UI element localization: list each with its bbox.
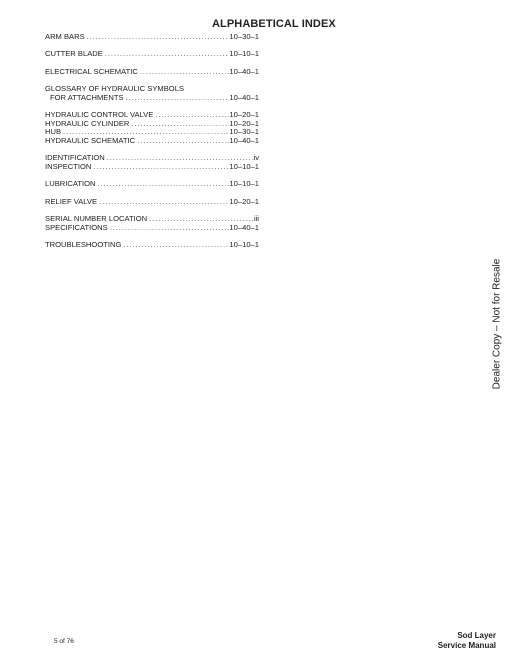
index-entry-label: LUBRICATION: [45, 179, 96, 189]
dot-leader: [124, 94, 230, 103]
index-entry: [45, 94, 259, 103]
page-title: ALPHABETICAL INDEX: [212, 18, 336, 30]
index-entry: [45, 180, 259, 189]
dot-leader: [153, 111, 229, 120]
dot-leader: [85, 33, 230, 42]
index-entry-page: 10–40–1: [229, 135, 259, 145]
dot-leader: [91, 163, 229, 172]
index-entry-label: ELECTRICAL SCHEMATIC: [45, 66, 138, 76]
index-entry-label: SERIAL NUMBER LOCATION: [45, 214, 148, 224]
index-entry-label: ARM BARS: [45, 32, 85, 41]
dot-leader: [96, 180, 230, 189]
index-entry-page: 10–10–1: [229, 49, 259, 59]
index-entry-label: HUB: [45, 127, 62, 137]
index-entry-page: 10–40–1: [229, 66, 259, 76]
index-entry: [45, 50, 259, 59]
dot-leader: [135, 137, 229, 146]
page-counter: 5 of 76: [54, 638, 74, 645]
footer-manual-type: Service Manual: [437, 640, 496, 650]
index-entry-label: HYDRAULIC SCHEMATIC: [45, 135, 136, 145]
dot-leader: [138, 68, 230, 77]
index-entry-page: 10–10–1: [229, 240, 259, 250]
index-entry-page: 10–10–1: [229, 161, 259, 171]
index-entry: [45, 198, 259, 207]
index-entry-page: 10–10–1: [229, 179, 259, 189]
index-entry-page: iii: [253, 214, 259, 224]
index-entry-label: RELIEF VALVE: [45, 196, 98, 206]
dot-leader: [108, 224, 230, 233]
index-entry: [45, 224, 259, 233]
index-entry-label: HYDRAULIC CYLINDER: [45, 118, 130, 128]
index-entry: [45, 163, 259, 172]
watermark: Dealer Copy – Not for Resale: [491, 258, 503, 390]
index-entry: [45, 120, 259, 129]
index-entry: [45, 68, 259, 77]
index-entry-page: 10–30–1: [229, 32, 259, 41]
index-entry-page: 10–20–1: [229, 110, 259, 120]
dot-leader: [129, 120, 229, 129]
index-entry: [45, 137, 259, 146]
footer-product: [438, 631, 496, 650]
index-entry: [45, 241, 259, 250]
index-entry-page: 10–20–1: [229, 118, 259, 128]
index-entry-page: 10–20–1: [229, 196, 259, 206]
index-entry-page: 10–40–1: [229, 92, 259, 102]
index-entry-label: IDENTIFICATION: [45, 153, 105, 163]
index-entry-page: iv: [253, 153, 259, 163]
index-entry-page: 10–40–1: [229, 222, 259, 232]
index-entry: [45, 33, 259, 42]
dot-leader: [97, 198, 229, 207]
index-entry-page: 10–30–1: [229, 127, 259, 137]
footer-product-name: Sod Layer: [457, 631, 496, 640]
index-entry-label: HYDRAULIC CONTROL VALVE: [45, 110, 154, 120]
dot-leader: [121, 241, 229, 250]
index-entry-heading: GLOSSARY OF HYDRAULIC SYMBOLS: [45, 84, 184, 94]
dot-leader: [103, 50, 230, 59]
index-entry-label: SPECIFICATIONS: [45, 222, 108, 232]
index-entry-label: TROUBLESHOOTING: [45, 240, 122, 250]
index-entry-label: FOR ATTACHMENTS: [50, 92, 124, 102]
index-entry-label: INSPECTION: [45, 161, 92, 171]
index-entry-label: CUTTER BLADE: [45, 49, 103, 59]
index-list: [45, 33, 259, 250]
